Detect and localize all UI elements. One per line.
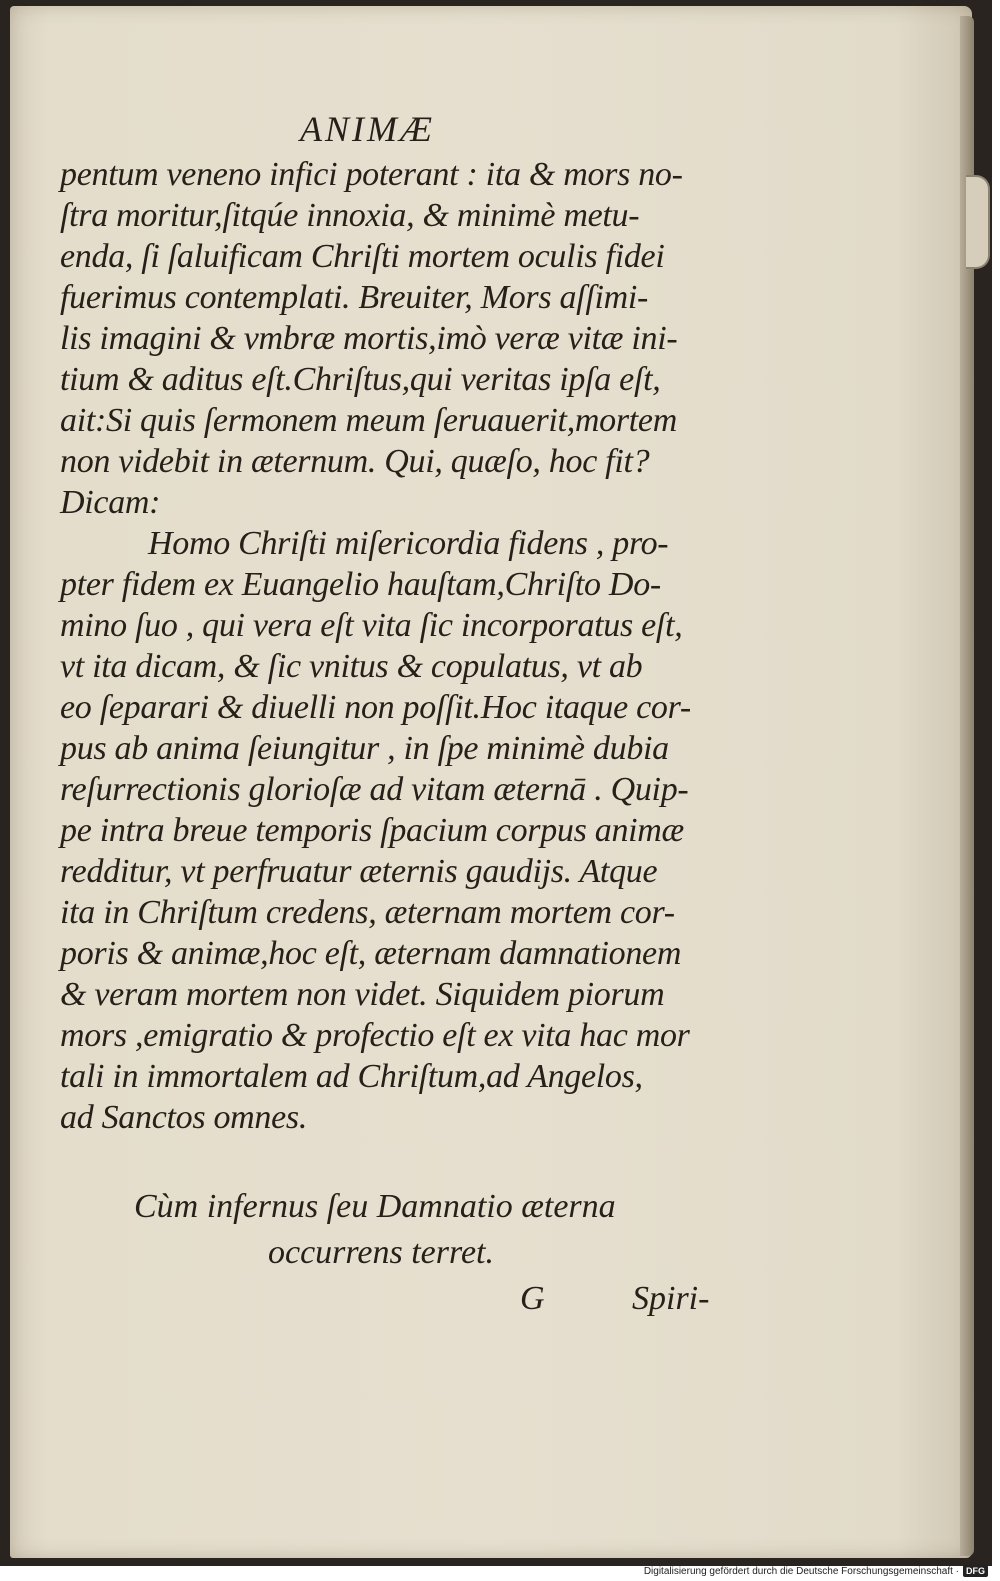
body-line: eo ſeparari & diuelli non poſſit.Hoc itaque cor- (60, 689, 691, 726)
body-line: Homo Chriſti miſericordia fidens , pro- (148, 525, 669, 562)
body-line: Dicam: (60, 484, 161, 521)
body-line: tali in immortalem ad Chriſtum,ad Angelos, (60, 1058, 643, 1095)
body-line: pus ab anima ſeiungitur , in ſpe minimè dubia (60, 730, 669, 767)
dfg-logo: DFG (963, 1565, 988, 1577)
body-line: pe intra breue temporis ſpacium corpus animæ (60, 812, 684, 849)
body-line: poris & animæ,hoc eſt, æternam damnationem (60, 935, 682, 972)
body-line: mino ſuo , qui vera eſt vita ſic incorporatus eſt, (60, 607, 683, 644)
body-line: reſurrectionis glorioſæ ad vitam æternā . Quip- (60, 771, 689, 808)
body-line: redditur, vt perfruatur æternis gaudijs. Atque (60, 853, 658, 890)
digitization-footer (644, 1565, 988, 1577)
body-line: ad Sanctos omnes. (60, 1099, 308, 1136)
body-line: vt ita dicam, & ſic vnitus & copulatus, vt ab (60, 648, 643, 685)
body-line: ſtra moritur,ſitqúe innoxia, & minimè metu- (60, 197, 640, 234)
section-heading-line-2: occurrens terret. (268, 1234, 494, 1271)
page-tab (966, 175, 990, 269)
body-line: lis imagini & vmbræ mortis,imò veræ vitæ ini- (60, 320, 678, 357)
body-line: ait:Si quis ſermonem meum ſeruauerit,mortem (60, 402, 677, 439)
body-line: pter fidem ex Euangelio hauſtam,Chriſto Do- (60, 566, 661, 603)
body-line: ita in Chriſtum credens, æternam mortem cor- (60, 894, 675, 931)
body-line: mors ,emigratio & profectio eſt ex vita hac mor (60, 1017, 690, 1054)
catchword: Spiri- (632, 1280, 710, 1317)
section-heading-line-1: Cùm infernus ſeu Damnatio æterna (134, 1188, 616, 1225)
footer-text: Digitalisierung gefördert durch die Deutsche Forschungsgemeinschaft · (643, 1565, 959, 1577)
body-line: fuerimus contemplati. Breuiter, Mors aſſimi- (60, 279, 649, 316)
body-line: pentum veneno infici poterant : ita & mors no- (60, 156, 683, 193)
body-line: non videbit in æternum. Qui, quæſo, hoc fit? (60, 443, 650, 480)
body-line: enda, ſi ſaluificam Chriſti mortem oculis fidei (60, 238, 665, 275)
signature-mark: G (520, 1280, 545, 1317)
body-line: tium & aditus eſt.Chriſtus,qui veritas ipſa eſt, (60, 361, 661, 398)
body-line: & veram mortem non videt. Siquidem piorum (60, 976, 665, 1013)
running-head: ANIMÆ (300, 109, 435, 149)
